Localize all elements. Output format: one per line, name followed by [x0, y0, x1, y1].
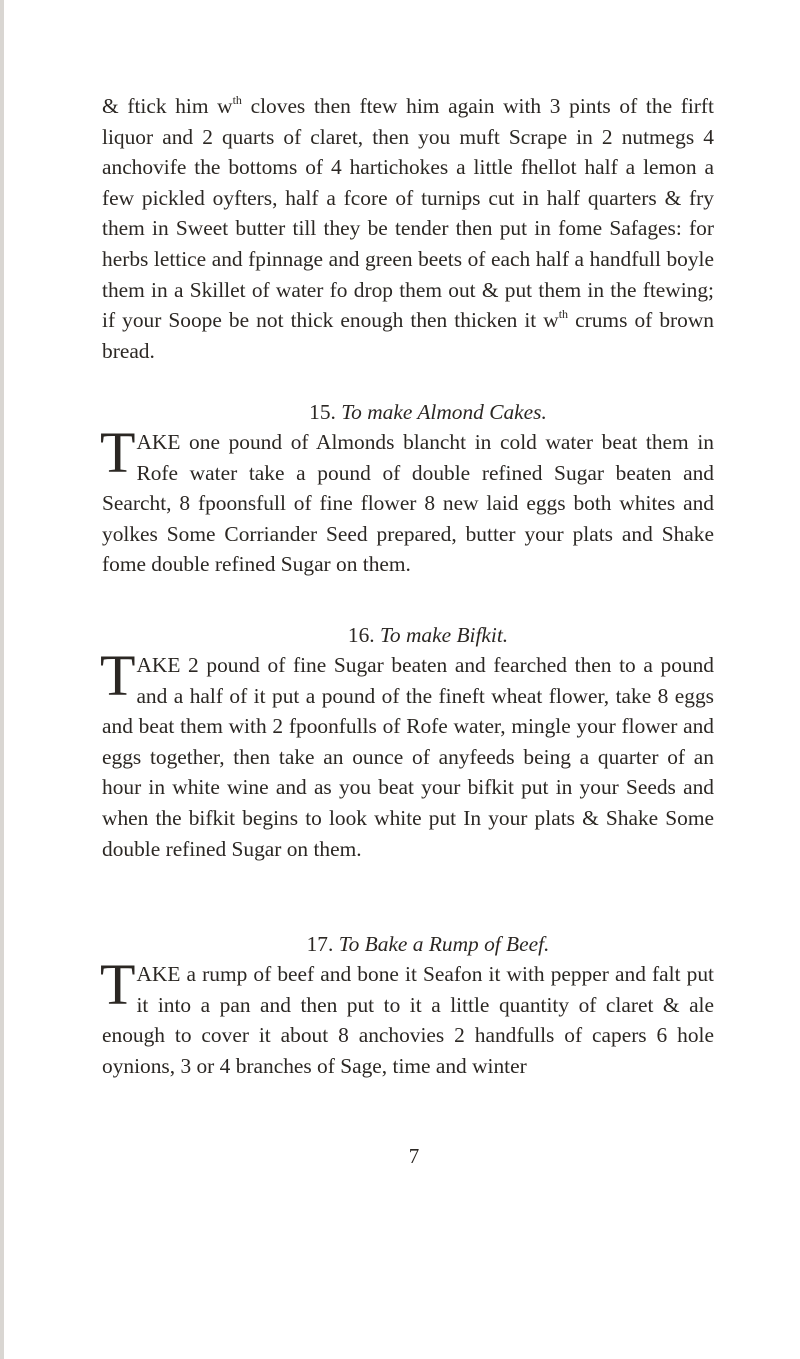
intro-text-part-2: cloves then ftew him again with 3 pints of the firft liquor and 2 quarts of claret, then you muft Scrape in 2 nutmegs 4 anchovife the bottoms of 4 hartichokes a little fhellot half a lemon a few pickled oyfters, half a fcore of turnips cut in half quarters & fry them in Sweet butter till they be tender then put in fome Safages: for herbs lettice and fpinnage and green beets of each half a handfull boyle them in a Skillet of water fo drop them out & put them in the ftewing; if your Soope be not thick enough then thicken it w [102, 94, 714, 333]
page-number: 7 [408, 1144, 420, 1168]
recipe-almond-cakes [102, 397, 714, 580]
superscript-th: th [232, 93, 242, 107]
superscript-th: th [558, 307, 569, 322]
recipe-number: 15. [309, 400, 336, 424]
recipe-rump-of-beef [102, 929, 714, 1081]
drop-cap: T [100, 952, 136, 1017]
recipe-body [100, 952, 714, 1081]
recipe-heading [102, 929, 714, 959]
recipe-body [100, 643, 714, 864]
recipe-bifkit [102, 620, 714, 864]
recipe-title: To make Bifkit. [379, 623, 509, 647]
recipe-number: 16. [347, 623, 375, 647]
drop-cap: T [100, 643, 136, 708]
recipe-title: To make Almond Cakes. [341, 400, 547, 424]
recipe-text: AKE one pound of Almonds blancht in cold water beat them in Rofe water take a pound of double refined Sugar beaten and Searcht, 8 fpoonsfull of fine flower 8 new laid eggs both whites and yolkes Some Corriander Seed prepared, butter your plats and Shake fome double refined Sugar on them. [102, 430, 714, 577]
continued-recipe-text [102, 91, 714, 366]
intro-text-part-1: & ftick him w [102, 94, 233, 118]
recipe-body [100, 420, 714, 580]
recipe-heading [102, 397, 714, 427]
intro-text-part-3: crums of brown bread. [102, 308, 714, 363]
recipe-heading [102, 620, 714, 650]
drop-cap: T [100, 420, 136, 485]
recipe-text: AKE a rump of beef and bone it Seafon it with pepper and falt put it into a pan and then put to it a little quantity of claret & ale enough to cover it about 8 anchovies 2 handfulls of capers 6 hole oynions, 3 or 4 branches of Sage, time and winter [102, 962, 714, 1078]
recipe-text: AKE 2 pound of fine Sugar beaten and fearched then to a pound and a half of it put a pound of the fineft wheat flower, take 8 eggs and beat them with 2 fpoonfulls of Rofe water, mingle your flower and eggs together, then take an ounce of anyfeeds being a quarter of an hour in white wine and as you beat your bifkit put in your Seeds and when the bifkit begins to look white put In your plats & Shake Some double refined Sugar on them. [102, 653, 714, 861]
recipe-number: 17. [306, 932, 334, 956]
recipe-title: To Bake a Rump of Beef. [338, 932, 550, 956]
